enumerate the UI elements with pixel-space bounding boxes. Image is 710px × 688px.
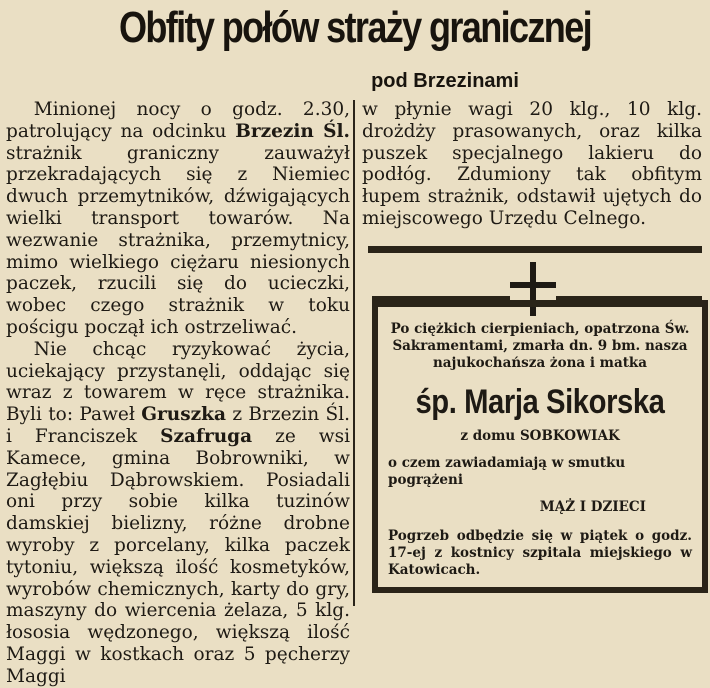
article-subheadline: pod Brzezinami [371,70,519,92]
text-run: Nie chcąc ryzykować życia, uciekający przystanęli, oddając się wraz z towarem w ręce strażnika. Byli to: Paweł [6,338,350,426]
column-divider [353,100,355,606]
obituary-top-rule [368,246,702,253]
person-name: Gruszka [141,404,226,426]
place-name: Brzezin Śl. [235,120,350,142]
obituary-box [372,300,708,593]
article-headline: Obfity połów straży granicznej [118,3,592,52]
text-run: z Brzezin Śl. i Franciszek [6,404,350,447]
obituary-signature: MĄŻ I DZIECI [539,499,646,515]
maiden-name: z domu SOBKOWIAK [460,428,620,444]
text-run: strażnik graniczny zauważył przekradających się z Niemiec dwuch przemytników, dźwigających wielki transport towarów. Na wezwanie strażnika, przemytnicy, mimo wielkiego ciężaru niesionych paczek, rzucili się do ucieczki, wobec czego strażnik w toku pościgu począł ich ostrzeliwać. [6,142,350,338]
person-name: Szafruga [160,425,253,447]
text-run: Minionej nocy o godz. 2.30, patrolujący na odcinku [6,99,350,142]
article-column-1 [6,99,350,688]
article-column-2 [362,99,702,230]
obituary-text: Po ciężkich cierpieniach, opatrzona Św. Sakramentami, zmarła dn. 9 bm. nasza najukochańsza żona i matka [390,321,690,371]
article-paragraph-2 [6,339,350,688]
cross-arm [510,282,556,288]
article-paragraph-3: w płynie wagi 20 klg., 10 klg. drożdży prasowanych, oraz kilka puszek specjalnego lakieru do podłóg. Zdumiony tak obfitym łupem strażnik, odstawił ujętych do miejscowego Urzędu Celnego. [362,99,702,229]
article-paragraph-1 [6,99,350,339]
text-run: ze wsi Kamece, gmina Bobrowniki, w Zagłębiu Dąbrowskiem. Posiadali oni przy sobie kilka tuzinów damskiej bielizny, różne drobne wyroby z porcelany, kilka paczek tytoniu, większą ilość kosmetyków, wyrobów chemicznych, karty do gry, maszyny do wiercenia żelaza, 5 klg. łososia wędzonego, większą ilość Maggi w kostkach oraz 5 pęcherzy Maggi [6,425,350,687]
obituary-notice: o czem zawiadamiają w smutku pogrążeni [388,455,626,488]
deceased-name: śp. Marja Sikorska [415,383,665,421]
funeral-info: Pogrzeb odbędzie się w piątek o godz. 17-ej z kostnicy szpitala miejskiego w Katowicach. [388,528,692,578]
